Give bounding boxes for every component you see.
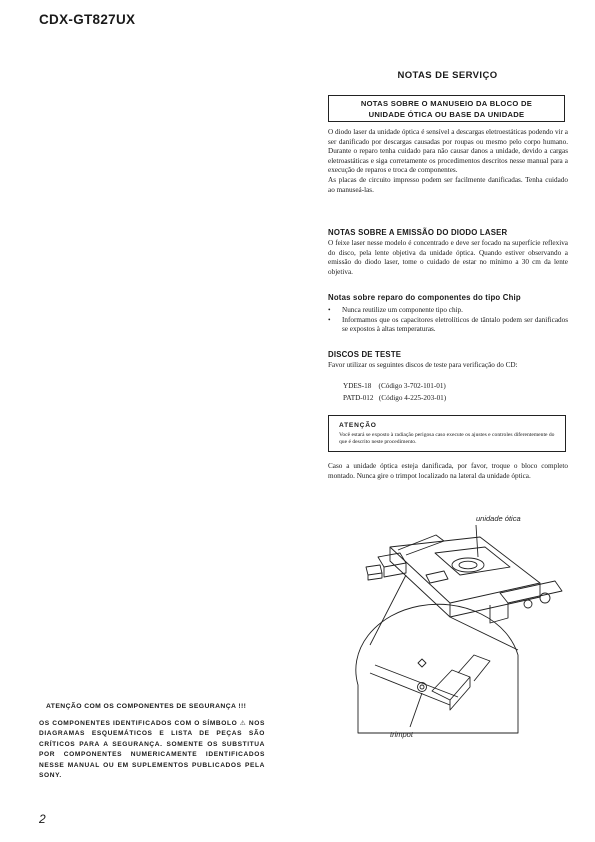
warning-box <box>328 415 566 452</box>
intro-paragraph-2: As placas de circuito impresso podem ser facilmente danificadas. Tenha cuidado ao manuseá-las. <box>328 175 568 194</box>
optical-unit-diagram <box>340 505 570 750</box>
disc-name: PATD-012 <box>343 394 374 402</box>
chip-list <box>328 306 568 335</box>
list-item <box>328 306 568 316</box>
intro-paragraph-1: O diodo laser da unidade óptica é sensível a descargas eletroestáticas podendo vir a ser danificado por descargas causadas por roupas ou mesmo pelo corpo humano. Durante o reparo tenha cuidado para não causar danos a unidade, devido a cargas eletroastáticas e siga corretamente os procedimentos descritos nesse manual para a execução de reparos e troca de componentes. <box>328 128 568 175</box>
chip-item-1: Nunca reutilize um componente tipo chip. <box>342 306 463 314</box>
disc-name: YDES-18 <box>343 382 372 390</box>
list-item <box>328 316 568 335</box>
handling-notes-box <box>328 95 565 122</box>
bullet-icon: • <box>328 315 331 324</box>
label-trimpot: trimpot <box>390 730 413 739</box>
safety-text: OS COMPONENTES IDENTIFICADOS COM O SÍMBOLO ⚠ NOS DIAGRAMAS ESQUEMÁTICOS E LISTA DE PEÇAS SÃO CRÍTICOS PARA A SEGURANÇA. SOMENTE OS SUBSTITUA POR COMPONENTES NUMERICAMENTE IDENTIFICADOS NESSE MANUAL OU EM SUPLEMENTOS PUBLICADOS PELA SONY. <box>39 720 265 780</box>
disc-entry-1 <box>343 382 446 390</box>
page-number: 2 <box>39 812 46 826</box>
warning-text: Você estará se exposto à radiação perigosa caso execute os ajustes e controles diferentemente do que é descrito neste procedimento. <box>339 432 555 445</box>
model-title: CDX-GT827UX <box>39 12 136 27</box>
discs-intro: Favor utilizar os seguintes discos de teste para verificação do CD: <box>328 361 518 369</box>
handling-notes-line-1: NOTAS SOBRE O MANUSEIO DA BLOCO DE <box>360 99 533 108</box>
label-unidade-otica: unidade ótica <box>476 514 521 523</box>
chip-heading: Notas sobre reparo do componentes do tipo Chip <box>328 293 521 302</box>
warning-title: ATENÇÃO <box>339 422 377 429</box>
chip-item-2: Informamos que os capacitores eletrolíticos de tântalo podem ser danificados se expostos à altas temperaturas. <box>342 315 568 334</box>
disc-code: (Código 3-702-101-01) <box>378 382 446 390</box>
safety-title: ATENÇÃO COM OS COMPONENTES DE SEGURANÇA !!! <box>46 703 247 710</box>
discs-heading: DISCOS DE TESTE <box>328 350 402 359</box>
laser-text: O feixe laser nesse modelo é concentrado e deve ser focado na superfície reflexiva do disco, pela lente objetiva da unidade óptica. Quando estiver observando a emissão do diodo laser, tome o cuidado de estar no mínimo a 30 cm da lente objetiva. <box>328 239 568 276</box>
optical-unit-note: Caso a unidade óptica esteja danificada, por favor, troque o bloco completo montado. Nunca gire o trimpot localizado na lateral da unidade óptica. <box>328 462 568 480</box>
disc-entry-2 <box>343 394 446 402</box>
intro-text <box>328 128 568 195</box>
disc-code: (Código 4-225-203-01) <box>378 394 447 402</box>
bullet-icon: • <box>328 306 331 314</box>
service-notes-title: NOTAS DE SERVIÇO <box>397 70 498 81</box>
optical-unit-drawing <box>356 525 562 733</box>
handling-notes-line-2: UNIDADE ÓTICA OU BASE DA UNIDADE <box>368 110 525 119</box>
laser-heading: NOTAS SOBRE A EMISSÃO DO DIODO LASER <box>328 228 508 237</box>
